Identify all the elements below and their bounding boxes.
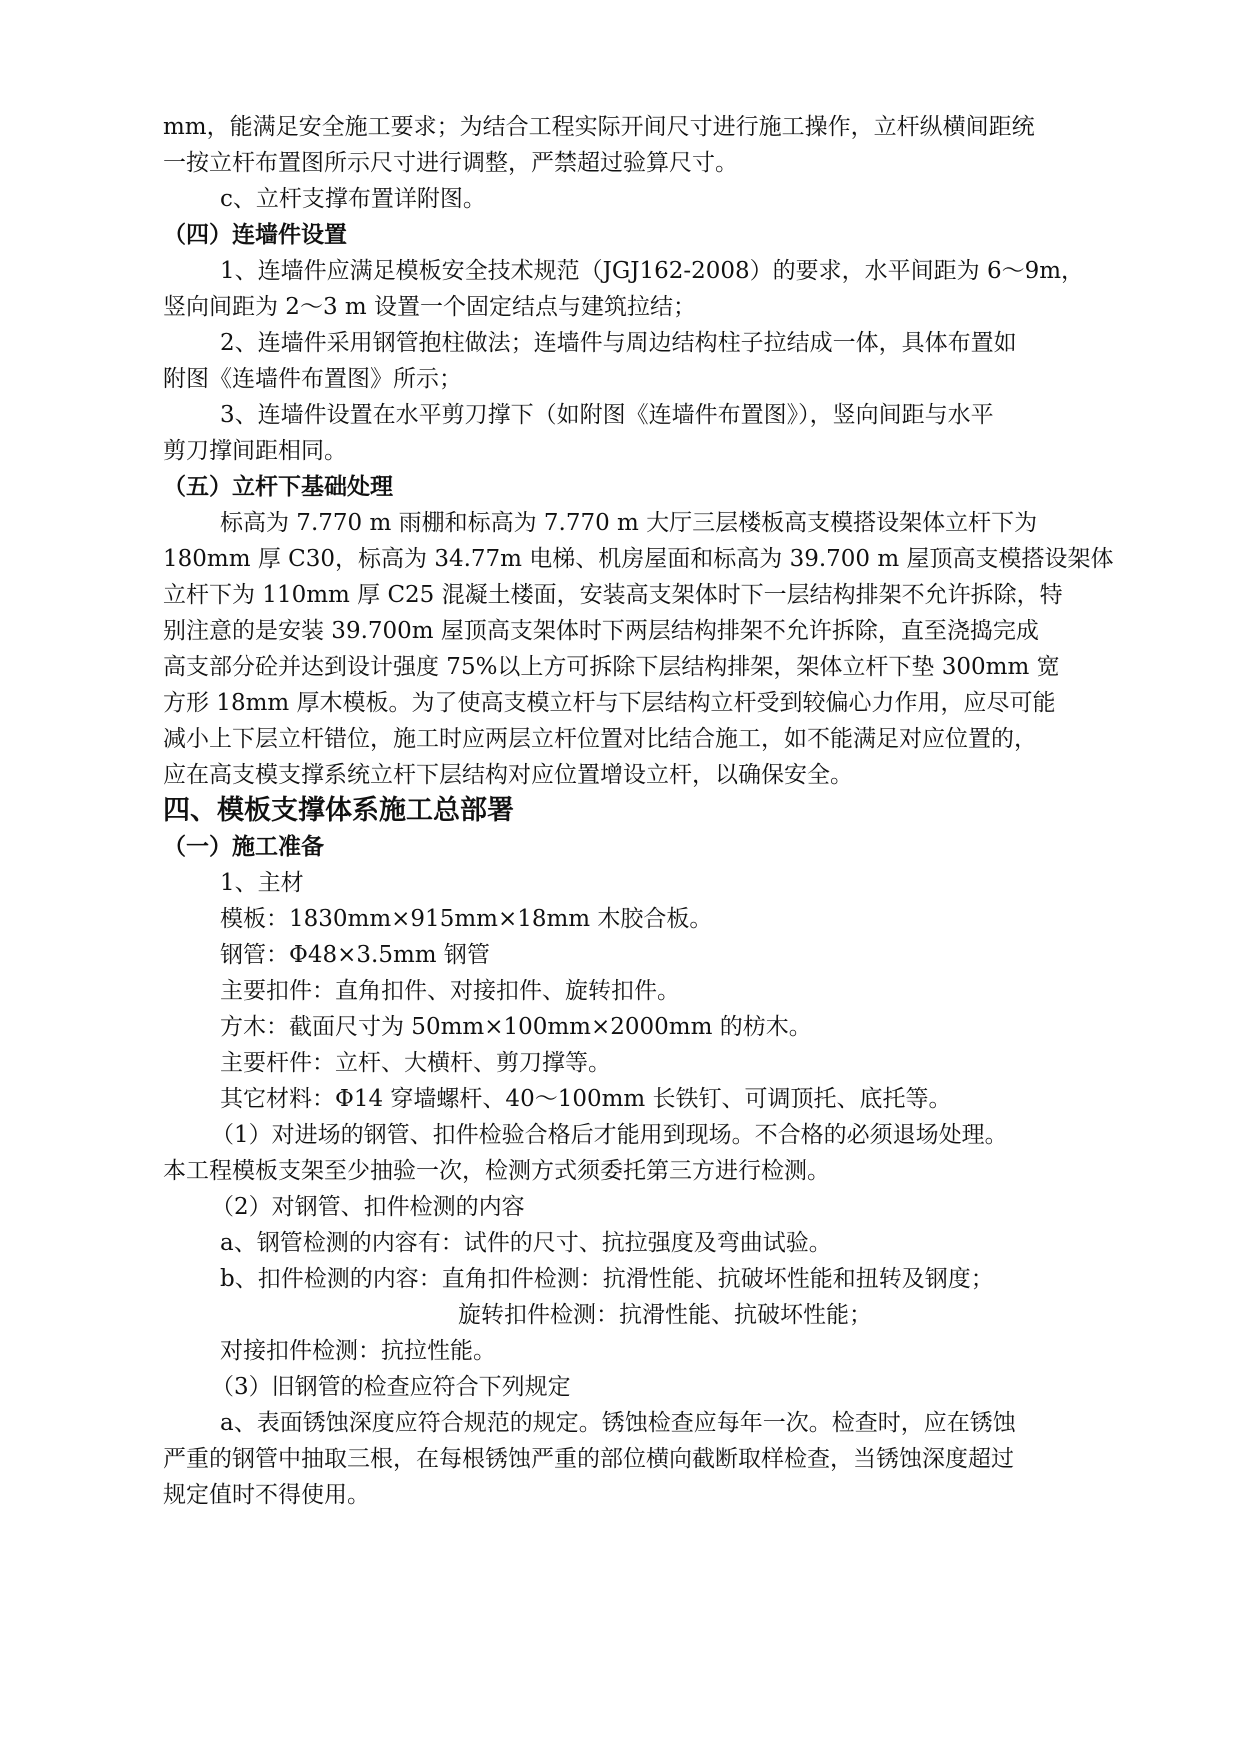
- body-text-line: 方形 18mm 厚木模板。为了使高支模立杆与下层结构立杆受到较偏心力作用，应尽可能: [163, 690, 1056, 716]
- body-text-line: 对接扣件检测：抗拉性能。: [220, 1338, 496, 1364]
- body-text-line: a、钢管检测的内容有：试件的尺寸、抗拉强度及弯曲试验。: [220, 1230, 832, 1256]
- body-text-line: b、扣件检测的内容：直角扣件检测：抗滑性能、抗破坏性能和扭转及钢度；: [220, 1266, 994, 1292]
- body-text-line: 1、连墙件应满足模板安全技术规范（JGJ162-2008）的要求，水平间距为 6～9m，: [220, 258, 1085, 284]
- body-text-line: 180mm 厚 C30，标高为 34.77m 电梯、机房屋面和标高为 39.700 m 屋顶高支模搭设架体: [163, 546, 1114, 572]
- body-text-line: （3）旧钢管的检查应符合下列规定: [211, 1374, 571, 1400]
- body-text-line: 钢管：Φ48×3.5mm 钢管: [220, 942, 490, 968]
- body-text-line: 立杆下为 110mm 厚 C25 混凝土楼面，安装高支架体时下一层结构排架不允许拆除，特: [163, 582, 1063, 608]
- body-text-line: 严重的钢管中抽取三根，在每根锈蚀严重的部位横向截断取样检查，当锈蚀深度超过: [163, 1446, 1014, 1472]
- body-text-line: 主要杆件：立杆、大横杆、剪刀撑等。: [220, 1050, 611, 1076]
- body-text-line: 其它材料：Φ14 穿墙螺杆、40～100mm 长铁钉、可调顶托、底托等。: [220, 1086, 952, 1112]
- body-text-line: 竖向间距为 2～3 m 设置一个固定结点与建筑拉结；: [163, 294, 697, 320]
- body-text-line: 高支部分砼并达到设计强度 75%以上方可拆除下层结构排架，架体立杆下垫 300mm 宽: [163, 654, 1060, 680]
- body-text-line: 本工程模板支架至少抽验一次，检测方式须委托第三方进行检测。: [163, 1158, 830, 1184]
- body-text-line: 标高为 7.770 m 雨棚和标高为 7.770 m 大厅三层楼板高支模搭设架体立杆下为: [220, 510, 1038, 536]
- body-text-line: 方木：截面尺寸为 50mm×100mm×2000mm 的枋木。: [220, 1014, 812, 1040]
- body-text-line: 一按立杆布置图所示尺寸进行调整，严禁超过验算尺寸。: [163, 150, 738, 176]
- body-text-line: 规定值时不得使用。: [163, 1482, 370, 1508]
- body-text-line: a、表面锈蚀深度应符合规范的规定。锈蚀检查应每年一次。检查时，应在锈蚀: [220, 1410, 1016, 1436]
- section-heading: （五）立杆下基础处理: [163, 474, 393, 500]
- body-text-line: c、立杆支撑布置详附图。: [220, 186, 486, 212]
- body-text-line: （2）对钢管、扣件检测的内容: [211, 1194, 525, 1220]
- body-text-line: 别注意的是安装 39.700m 屋顶高支架体时下两层结构排架不允许拆除，直至浇捣完成: [163, 618, 1039, 644]
- section-heading: （四）连墙件设置: [163, 222, 347, 248]
- body-text-line: mm，能满足安全施工要求；为结合工程实际开间尺寸进行施工操作，立杆纵横间距统: [163, 114, 1035, 140]
- body-text-line: 应在高支模支撑系统立杆下层结构对应位置增设立杆，以确保安全。: [163, 762, 853, 788]
- chapter-heading: 四、模板支撑体系施工总部署: [163, 795, 514, 826]
- body-text-line: 2、连墙件采用钢管抱柱做法；连墙件与周边结构柱子拉结成一体，具体布置如: [220, 330, 1017, 356]
- body-text-line: 剪刀撑间距相同。: [163, 438, 347, 464]
- body-text-line: 1、主材: [220, 870, 304, 896]
- body-text-line: 模板：1830mm×915mm×18mm 木胶合板。: [220, 906, 713, 932]
- body-text-line: 3、连墙件设置在水平剪刀撑下（如附图《连墙件布置图》），竖向间距与水平: [220, 402, 994, 428]
- body-text-line: 主要扣件：直角扣件、对接扣件、旋转扣件。: [220, 978, 680, 1004]
- section-heading: （一）施工准备: [163, 834, 324, 860]
- body-text-line: 附图《连墙件布置图》所示；: [163, 366, 462, 392]
- body-text-line: 旋转扣件检测：抗滑性能、抗破坏性能；: [458, 1302, 872, 1328]
- body-text-line: （1）对进场的钢管、扣件检验合格后才能用到现场。不合格的必须退场处理。: [211, 1122, 1008, 1148]
- body-text-line: 减小上下层立杆错位，施工时应两层立杆位置对比结合施工，如不能满足对应位置的，: [163, 726, 1037, 752]
